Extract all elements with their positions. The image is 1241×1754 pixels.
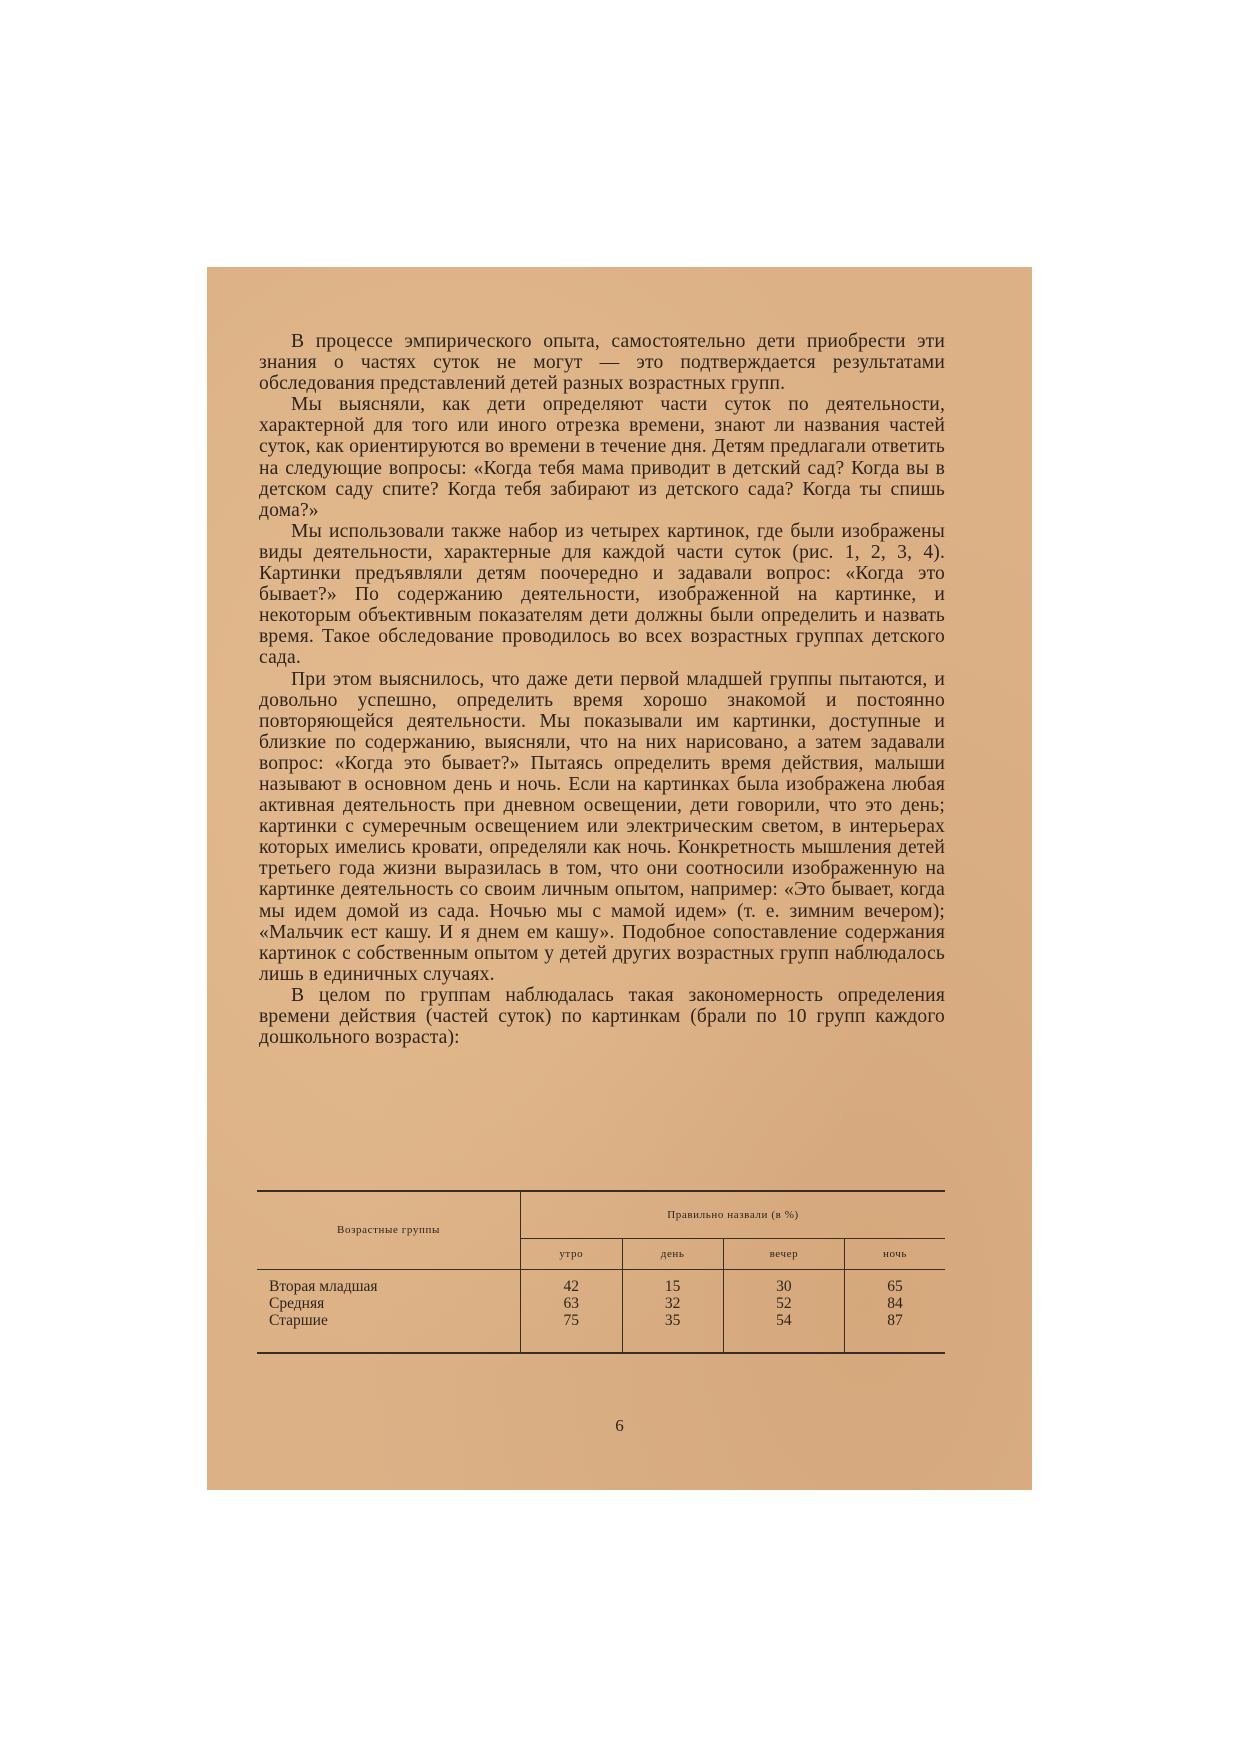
table-value: 87 bbox=[887, 1312, 903, 1329]
paragraph: В процессе эмпирического опыта, самостоятельно дети приобрести эти знания о частях суток не могут — это подтверждается результатами обследования представлений детей разных возрастных групп. bbox=[259, 331, 945, 395]
night-values-cell bbox=[844, 1270, 945, 1354]
row-group-label: Вторая младшая bbox=[269, 1278, 378, 1295]
page-number: 6 bbox=[615, 1416, 624, 1435]
table-value: 15 bbox=[664, 1278, 681, 1295]
body-text bbox=[259, 331, 945, 1048]
paragraph: Мы выясняли, как дети определяют части суток по деятельности, характерной для того или иного отрезка времени, знают ли названия частей суток, как ориентируются во времени в течение дня. Детям предлагали ответить на следующие вопросы: «Когда тебя мама приводит в детский сад? Когда вы в детском саду спите? Когда тебя забирают из детского сада? Когда ты спишь дома?» bbox=[259, 394, 945, 521]
table-value: 35 bbox=[664, 1312, 681, 1329]
table-value: 30 bbox=[776, 1278, 792, 1295]
table-value: 63 bbox=[563, 1295, 579, 1312]
table-value: 42 bbox=[563, 1278, 579, 1295]
table-value: 75 bbox=[563, 1312, 579, 1329]
table-value: 54 bbox=[776, 1312, 792, 1329]
values-header: Правильно назвали (в %) bbox=[521, 1191, 946, 1239]
row-group-label: Старшие bbox=[269, 1312, 328, 1329]
column-header-morning: утро bbox=[521, 1239, 623, 1270]
column-header-night: ночь bbox=[844, 1239, 945, 1270]
column-header-evening: вечер bbox=[723, 1239, 844, 1270]
table-value: 32 bbox=[664, 1295, 681, 1312]
table-body-row bbox=[257, 1270, 945, 1354]
day-values-cell bbox=[622, 1270, 723, 1354]
morning-values-cell bbox=[521, 1270, 623, 1354]
results-table bbox=[257, 1190, 945, 1354]
table-value: 65 bbox=[887, 1278, 903, 1295]
row-group-label: Средняя bbox=[269, 1295, 325, 1312]
paragraph: При этом выяснилось, что даже дети первой младшей группы пытаются, и довольно успешно, определить время хорошо знакомой и постоянно повторяющейся деятельности. Мы показывали им картинки, доступные и близкие по содержанию, выясняли, что на них нарисовано, а затем задавали вопрос: «Когда это бывает?» Пытаясь определить время действия, малыши называют в основном день и ночь. Если на картинках была изображена любая активная деятельность при дневном освещении, дети говорили, что это день; картинки с сумеречным освещением или электрическим светом, в интерьерах которых имелись кровати, определяли как ночь. Конкретность мышления детей третьего года жизни выразилась в том, что они соотносили изображенную на картинке деятельность со своим личным опытом, например: «Это бывает, когда мы идем домой из сада. Ночью мы с мамой идем» (т. е. зимним вечером); «Мальчик ест кашу. И я днем ем кашу». Подобное сопоставление содержания картинок с собственным опытом у детей других возрастных групп наблюдалось лишь в единичных случаях. bbox=[259, 668, 945, 985]
group-names-cell bbox=[257, 1270, 521, 1354]
table-value: 52 bbox=[776, 1295, 792, 1312]
paragraph: В целом по группам наблюдалась такая закономерность определения времени действия (частей суток) по картинкам (брали по 10 групп каждого дошкольного возраста): bbox=[259, 984, 945, 1049]
column-header-day: день bbox=[622, 1239, 723, 1270]
paragraph: Мы использовали также набор из четырех картинок, где были изображены виды деятельности, характерные для каждой части суток (рис. 1, 2, 3, 4). Картинки предъявляли детям поочередно и задавали вопрос: «Когда это бывает?» По содержанию деятельности, изображенной на картинке, и некоторым объективным показателям дети должны были определить и назвать время. Такое обследование проводилось во всех возрастных группах детского сада. bbox=[259, 520, 945, 669]
table-value: 84 bbox=[887, 1295, 903, 1312]
evening-values-cell bbox=[723, 1270, 844, 1354]
book-page bbox=[207, 267, 1032, 1490]
group-column-header: Возрастные группы bbox=[257, 1191, 521, 1270]
